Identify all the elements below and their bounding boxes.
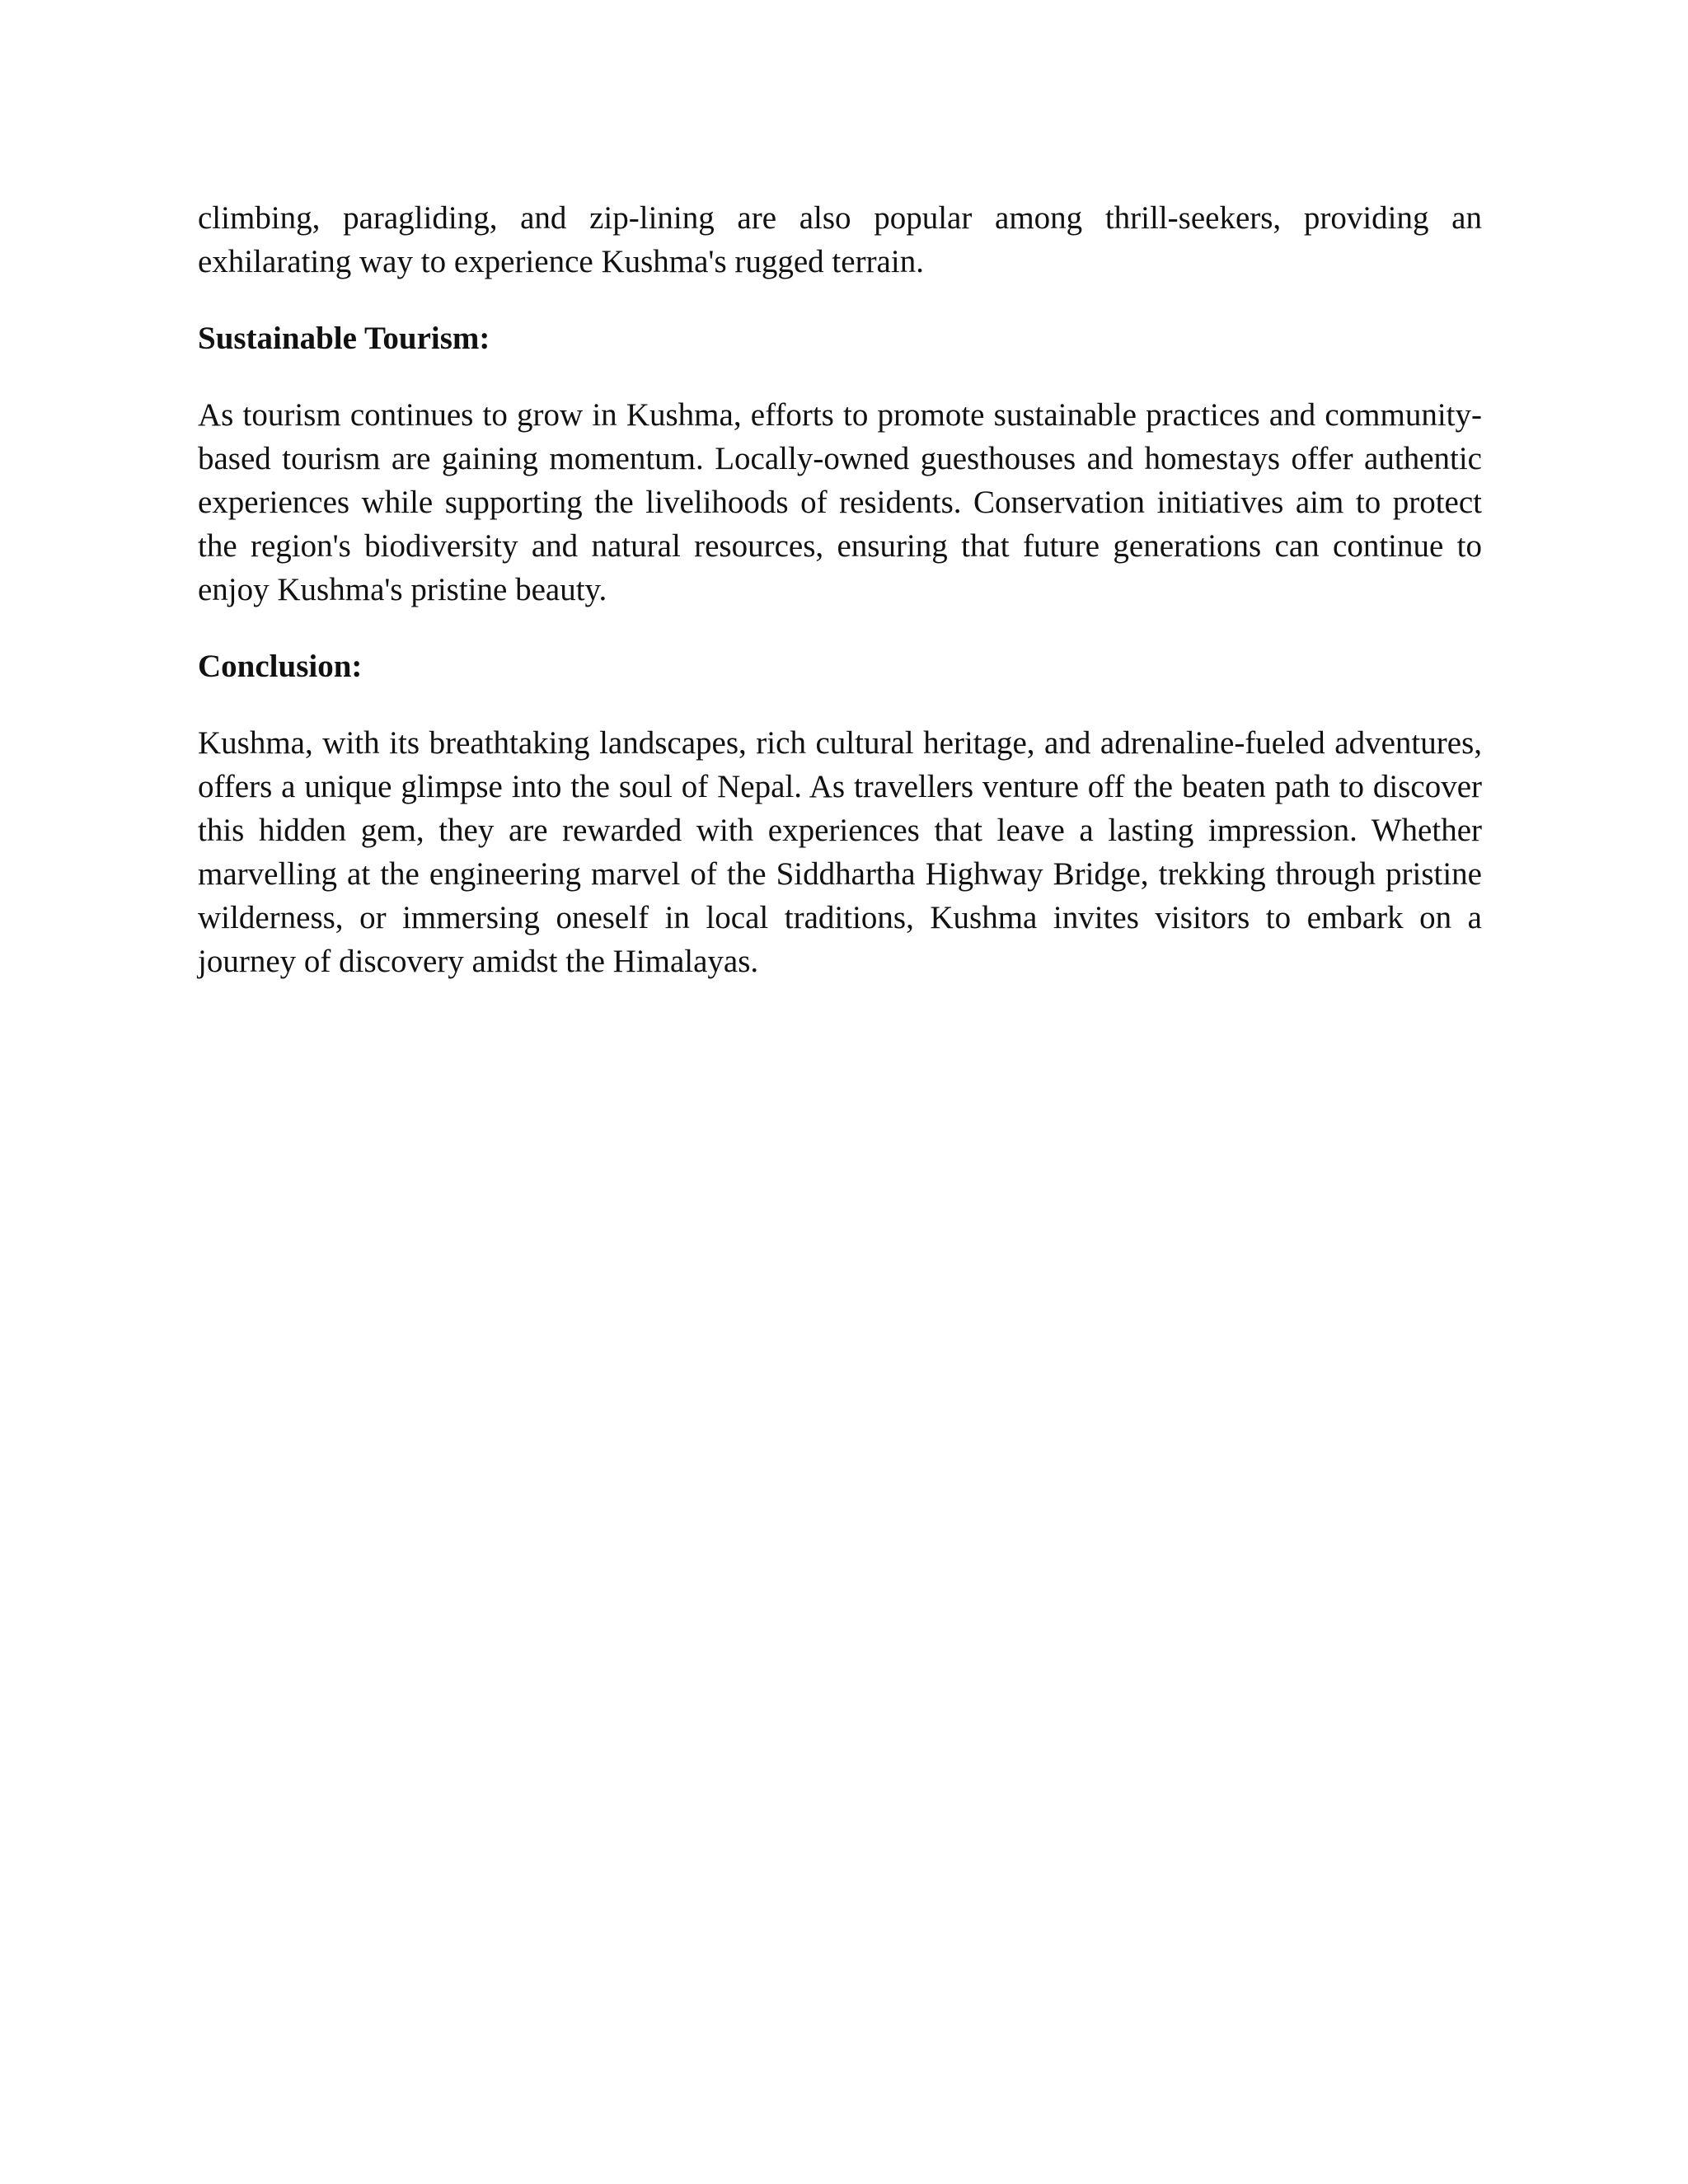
- paragraph-adventure-continued: climbing, paragliding, and zip-lining are also popular among thrill-seekers, providing an exhilarating way to experience Kushma's rugged terrain.: [198, 200, 1482, 279]
- heading-sustainable-tourism: Sustainable Tourism:: [198, 321, 490, 356]
- paragraph-conclusion: Kushma, with its breathtaking landscapes, rich cultural heritage, and adrenaline-fueled adventures, offers a unique glimpse into the soul of Nepal. As travellers venture off the beaten path to discover this hidden gem, they are rewarded with experiences that leave a lasting impression. Whether marvelling at the engineering marvel of the Siddhartha Highway Bridge, trekking through pristine wilderness, or immersing oneself in local traditions, Kushma invites visitors to embark on a journey of discovery amidst the Himalayas.: [198, 725, 1482, 979]
- document-body: [198, 196, 1482, 1016]
- heading-conclusion: Conclusion:: [198, 649, 363, 684]
- paragraph-sustainable-tourism: As tourism continues to grow in Kushma, efforts to promote sustainable practices and community-based tourism are gaining momentum. Locally-owned guesthouses and homestays offer authentic experiences while supporting the livelihoods of residents. Conservation initiatives aim to protect the region's biodiversity and natural resources, ensuring that future generations can continue to enjoy Kushma's pristine beauty.: [198, 397, 1482, 607]
